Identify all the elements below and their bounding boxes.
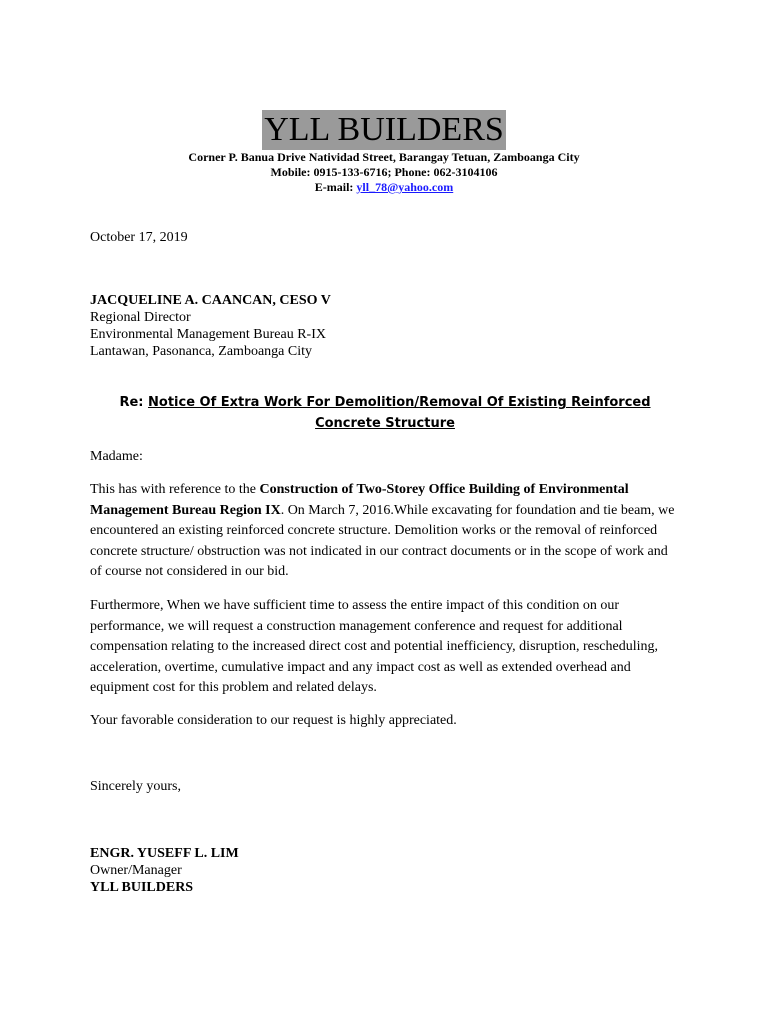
letterhead — [0, 110, 768, 195]
company-contact: Mobile: 0915-133-6716; Phone: 062-3104106 — [270, 165, 498, 179]
signatory-name: ENGR. YUSEFF L. LIM — [90, 846, 239, 861]
addressee-location: Lantawan, Pasonanca, Zamboanga City — [90, 344, 312, 359]
addressee-office: Environmental Management Bureau R-IX — [90, 327, 326, 342]
body-paragraph-1 — [90, 480, 680, 583]
letter-date: October 17, 2019 — [90, 230, 188, 245]
subject-line — [90, 392, 680, 434]
addressee-block — [90, 292, 680, 360]
body-paragraph-2: Furthermore, When we have sufficient time to assess the entire impact of this condition on our performance, we will request a construction management conference and request for additional compensation relating to the increased direct cost and potential inefficiency, disruption, rescheduling, acceleration, overtime, cumulative impact and any impact cost as well as extended overhead and equipment cost for this problem and related delays. — [90, 598, 658, 695]
email-link[interactable]: yll_78@yahoo.com — [356, 180, 454, 194]
closing: Sincerely yours, — [90, 779, 181, 794]
signatory-title: Owner/Manager — [90, 863, 182, 878]
paragraph-1-lead: This has with reference to the — [90, 482, 260, 497]
subject-prefix: Re: — [119, 395, 149, 410]
company-address: Corner P. Banua Drive Natividad Street, Barangay Tetuan, Zamboanga City — [188, 150, 580, 164]
paragraph-1-rest: . On March 7, 2016.While excavating for foundation and tie beam, we encountered an existing reinforced concrete structure. Demolition works or the removal of reinforced concrete structure/ obstruction was not indicated in our contract documents or in the scope of work and of course not considered in our bid. — [90, 502, 675, 579]
signatory-company: YLL BUILDERS — [90, 880, 194, 895]
addressee-name: JACQUELINE A. CAANCAN, CESO V — [90, 293, 331, 308]
body-paragraph-3: Your favorable consideration to our request is highly appreciated. — [90, 713, 457, 728]
signature-block — [90, 845, 680, 896]
company-email-line — [0, 180, 768, 195]
company-name: YLL BUILDERS — [264, 111, 504, 148]
project-name: Construction of Two-Storey Office Building of Environmental Management Bureau Region IX — [90, 482, 629, 518]
email-label: E-mail: — [314, 180, 357, 194]
addressee-title: Regional Director — [90, 310, 191, 325]
salutation: Madame: — [90, 449, 143, 464]
subject-text: Notice Of Extra Work For Demolition/Removal Of Existing Reinforced Concrete Structure — [148, 395, 651, 431]
